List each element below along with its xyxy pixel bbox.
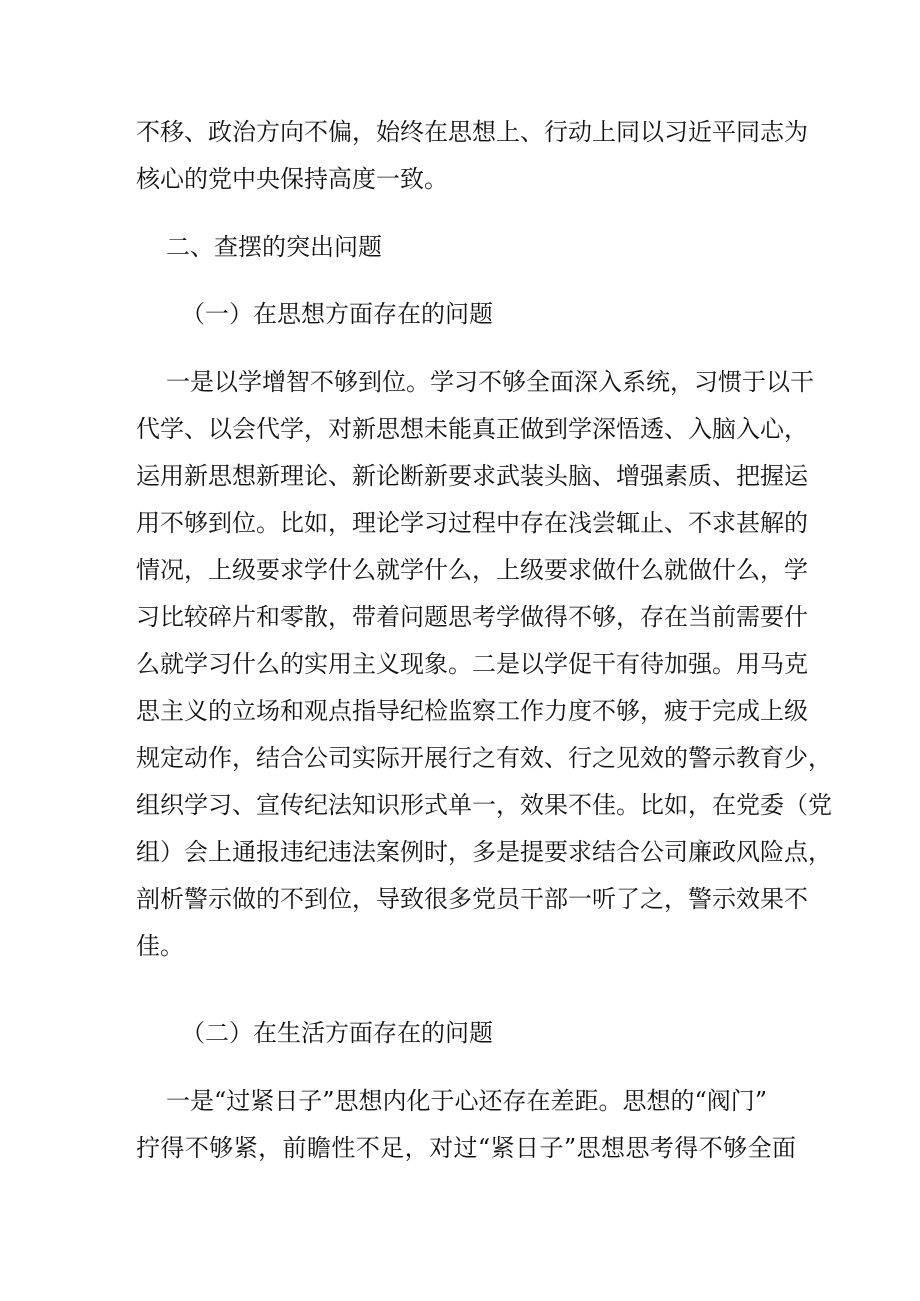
subsection-heading: （二）在生活方面存在的问题 [181,1019,493,1047]
body-paragraph-line: 运用新思想新理论、新论断新要求武装头脑、增强素质、把握运 [136,462,808,490]
body-paragraph-line: 用不够到位。比如，理论学习过程中存在浅尝辄止、不求甚解的 [136,509,808,537]
body-paragraph-line: 么就学习什么的实用主义现象。二是以学促干有待加强。用马克 [136,650,808,678]
body-paragraph-line: 拧得不够紧，前瞻性不足，对过“紧日子”思想思考得不够全面 [136,1134,796,1162]
body-paragraph-line: 一是“过紧日子”思想内化于心还存在差距。思想的“阀门” [166,1087,768,1115]
body-paragraph-line: 不移、政治方向不偏，始终在思想上、行动上同以习近平同志为 [136,118,808,146]
body-paragraph-line: 组）会上通报违纪违法案例时，多是提要求结合公司廉政风险点， [136,838,832,866]
body-paragraph-line: 一是以学增智不够到位。学习不够全面深入系统，习惯于以干 [166,368,814,396]
body-paragraph-line: 规定动作，结合公司实际开展行之有效、行之见效的警示教育少， [136,744,832,772]
body-paragraph-line: 情况，上级要求学什么就学什么，上级要求做什么就做什么，学 [136,556,808,584]
body-paragraph-line: 核心的党中央保持高度一致。 [136,165,448,193]
body-paragraph-line: 代学、以会代学，对新思想未能真正做到学深悟透、入脑入心， [136,415,808,443]
body-paragraph-line: 思主义的立场和观点指导纪检监察工作力度不够，疲于完成上级 [136,697,808,725]
section-heading: 二、查摆的突出问题 [166,233,382,261]
body-paragraph-line: 剖析警示做的不到位，导致很多党员干部一听了之，警示效果不 [136,885,808,913]
body-paragraph-line: 习比较碎片和零散，带着问题思考学做得不够，存在当前需要什 [136,603,808,631]
body-paragraph-line: 组织学习、宣传纪法知识形式单一，效果不佳。比如，在党委（党 [136,791,832,819]
subsection-heading: （一）在思想方面存在的问题 [181,300,493,328]
body-paragraph-line: 佳。 [136,932,184,960]
